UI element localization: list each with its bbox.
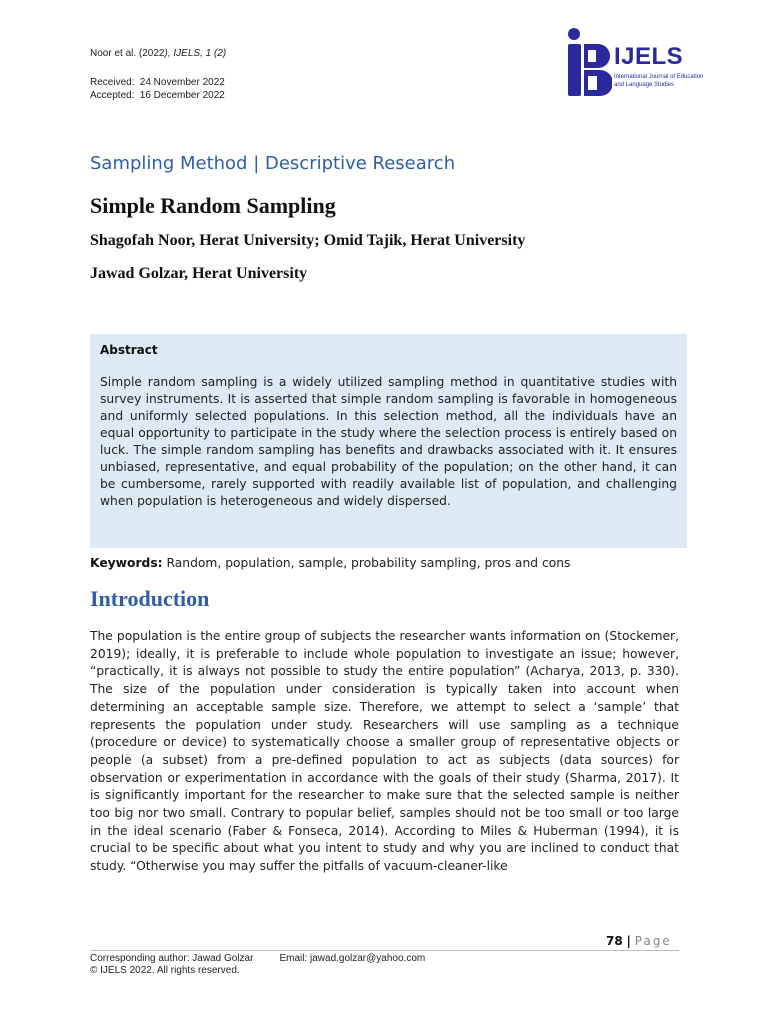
article-dates	[90, 76, 225, 102]
page-separator: |	[626, 934, 631, 948]
keywords-text: Random, population, sample, probability sampling, pros and cons	[162, 556, 571, 570]
copyright: © IJELS 2022. All rights reserved.	[90, 965, 240, 976]
received-row	[90, 76, 225, 89]
accepted-row	[90, 89, 225, 102]
keywords-label: Keywords:	[90, 556, 163, 570]
authors-line-1: Shagofah Noor, Herat University; Omid Tajik, Herat University	[90, 232, 526, 249]
footer-divider	[90, 950, 679, 951]
footer	[90, 953, 425, 977]
journal-logo	[564, 26, 714, 100]
citation-line	[90, 48, 226, 59]
logo-name: IJELS	[614, 43, 684, 70]
received-label: Received:	[90, 77, 135, 88]
logo-subtitle: International Journal of Education and Language Studies	[614, 74, 704, 88]
abstract-text: Simple random sampling is a widely utilized sampling method in quantitative studies with survey instruments. It is asserted that simple random sampling is favorable in homogeneous and uniformly selected populations. In this selection method, all the individuals have an equal opportunity to participate in the study where the selection process is entirely based on luck. The simple random sampling has benefits and drawbacks associated with it. It ensures unbiased, representative, and equal probability of the population; on the other hand, it can be cumbersome, rarely supported with readily available list of population, and challenging when population is heterogeneous and widely dispersed.	[100, 375, 677, 508]
introduction-heading: Introduction	[90, 586, 210, 611]
citation-journal: ), IJELS, 1 (2)	[164, 48, 227, 59]
page-number-value: 78	[606, 934, 623, 948]
logo-mark-icon	[564, 26, 612, 100]
introduction-text: The population is the entire group of subjects the researcher wants information on (Stockemer, 2019); ideally, it is preferable to include whole population to investigate an issue; however, “practically, it is always not possible to study the entire population” (Acharya, 2013, p. 330). The size of the population under consideration is typically taken into account when determining an acceptable sample size. Therefore, we attempt to select a ‘sample’ that represents the population under study. Researchers will use sampling as a technique (procedure or device) to systematically choose a smaller group of representative objects or people (a subset) from a pre-defined population to act as subjects (data sources) for observation or experimentation in accordance with the goals of their study (Sharma, 2017). It is significantly important for the researcher to make sure that the selected sample is neither too big nor two small. Contrary to popular belief, samples should not be too small or too large in the ideal scenario (Faber & Fonseca, 2014). According to Miles & Huberman (1994), it is crucial to be specific about what you intent to study and why you are inclined to conduct that study. “Otherwise you may suffer the pitfalls of vacuum-cleaner-like	[90, 629, 679, 874]
page-word: Page	[634, 934, 672, 948]
keywords-line	[90, 556, 570, 570]
accepted-date: 16 December 2022	[139, 90, 225, 101]
article-title: Simple Random Sampling	[90, 193, 336, 218]
abstract-heading: Abstract	[100, 343, 158, 357]
received-date: 24 November 2022	[139, 77, 225, 88]
authors-line-2: Jawad Golzar, Herat University	[90, 265, 308, 282]
author-email: Email: jawad.golzar@yahoo.com	[279, 953, 426, 964]
citation-authors: Noor et al. (2022	[90, 48, 165, 59]
accepted-label: Accepted:	[90, 90, 135, 101]
abstract-box	[90, 334, 687, 548]
corresponding-author: Corresponding author: Jawad Golzar	[90, 953, 254, 964]
article-category: Sampling Method | Descriptive Research	[90, 153, 456, 174]
footer-contact-row	[90, 953, 425, 965]
page-number	[606, 934, 672, 948]
